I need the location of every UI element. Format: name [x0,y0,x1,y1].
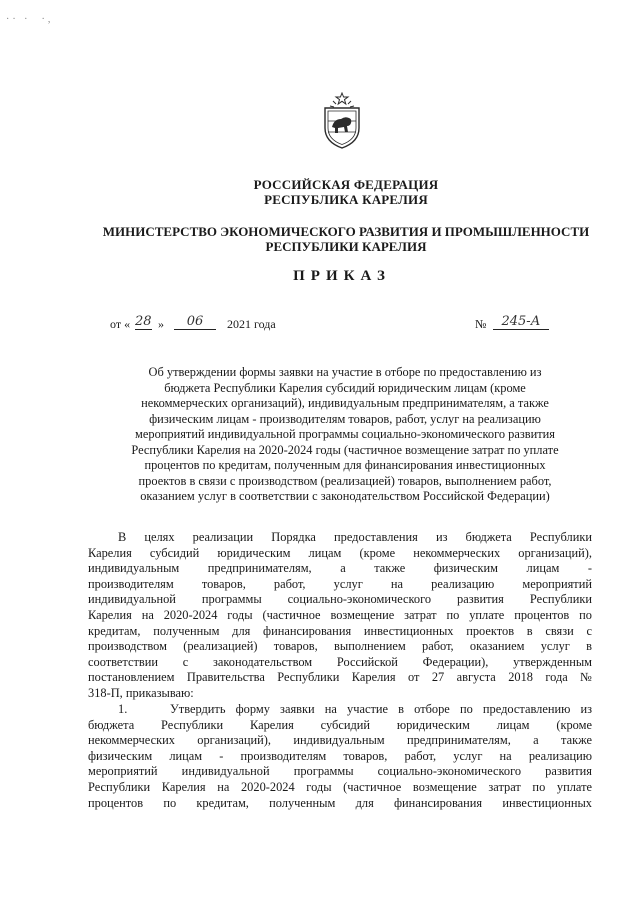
date-day: 28 [135,314,152,329]
date-prefix: от « [110,317,131,331]
karelia-coat-of-arms-icon [319,92,365,150]
title-line: процентов по кредитам, полученным для финансирования инвестиционных [144,458,546,472]
preamble-line: индивидуальным предпринимателям, а также физическим лицам - [88,561,592,576]
title-line: Об утверждении формы заявки на участие в отборе по предоставлению из [148,365,542,379]
title-line: проектов в связи с производством (реализацией) товаров, выполнением работ, [138,473,552,488]
item-1-paragraph [88,702,592,811]
preamble-line: индивидуальной программы социально-экономического развития Республики [88,592,592,607]
item-1-number: 1. [118,702,128,716]
title-line: оказанием услуг в соответствии с законодательством Российской Федерации) [140,489,550,503]
preamble-line: Карелия субсидий юридическим лицам (кроме некоммерческих организаций), [88,545,592,560]
date-number-row [110,313,580,335]
item-1-line: Республики Карелия на 2020-2024 годы (частичное возмещение затрат по уплате [88,779,592,794]
preamble-line: В целях реализации Порядка предоставления из бюджета Республики [118,530,592,544]
title-line: некоммерческих организаций), индивидуальным предпринимателям, а также [141,396,549,410]
scan-specks: ·· · ·, [6,14,54,25]
item-1-line: некоммерческих организаций), индивидуальным предпринимателям, а также [88,733,592,748]
preamble-line: производством (реализацией) товаров, выполнением работ, оказанием услуг в [88,639,592,654]
item-1-first-text: Утвердить форму заявки на участие в отборе по предоставлению из [170,702,592,716]
republic-heading: РЕСПУБЛИКА КАРЕЛИЯ [264,192,428,207]
ministry-heading-line2: РЕСПУБЛИКИ КАРЕЛИЯ [265,239,427,254]
title-line: мероприятий индивидуальной программы социально-экономического развития [135,427,555,441]
item-1-line: мероприятий индивидуальной программы социально-экономического развития [88,764,592,779]
item-1-line: физическим лицам - производителям товаров, работ, услуг на реализацию [88,748,592,763]
preamble-line: кредитам, полученным для финансирования инвестиционных проектов в связи с [88,623,592,638]
ministry-heading-line1: МИНИСТЕРСТВО ЭКОНОМИЧЕСКОГО РАЗВИТИЯ И ПРОМЫШЛЕННОСТИ [102,224,590,239]
preamble-line: 318-П, приказываю: [88,685,194,700]
document-type-heading: ПРИКАЗ [293,268,391,284]
preamble-paragraph [88,530,592,702]
preamble-line: производителям товаров, работ, услуг на реализацию мероприятий [88,576,592,591]
title-line: бюджета Республики Карелия субсидий юридическим лицам (кроме [164,380,526,395]
preamble-line: соответствии с законодательством Российской Федерации), утвержденным [88,654,592,669]
preamble-line: Карелия на 2020-2024 годы (частичное возмещение затрат по уплате процентов по [88,607,592,622]
order-number: 245-А [493,314,549,330]
order-number-label: № [475,317,487,331]
country-heading: РОССИЙСКАЯ ФЕДЕРАЦИЯ [253,177,439,192]
title-line: физическим лицам - производителям товаров, работ, услуг на реализацию [149,411,541,426]
title-line: Республики Карелия на 2020-2024 годы (частичное возмещение затрат по уплате [131,442,559,457]
date-month: 06 [174,314,216,330]
item-1-line: бюджета Республики Карелия субсидий юридическим лицам (кроме [88,717,592,732]
document-title [102,365,588,505]
date-year: 2021 года [227,317,276,331]
date-close-quote: » [158,317,164,331]
item-1-first-line [88,702,592,718]
preamble-line: постановлением Правительства Республики Карелия от 27 августа 2018 года № [88,670,592,685]
item-1-line: процентов по кредитам, полученным для финансирования инвестиционных [88,795,592,810]
